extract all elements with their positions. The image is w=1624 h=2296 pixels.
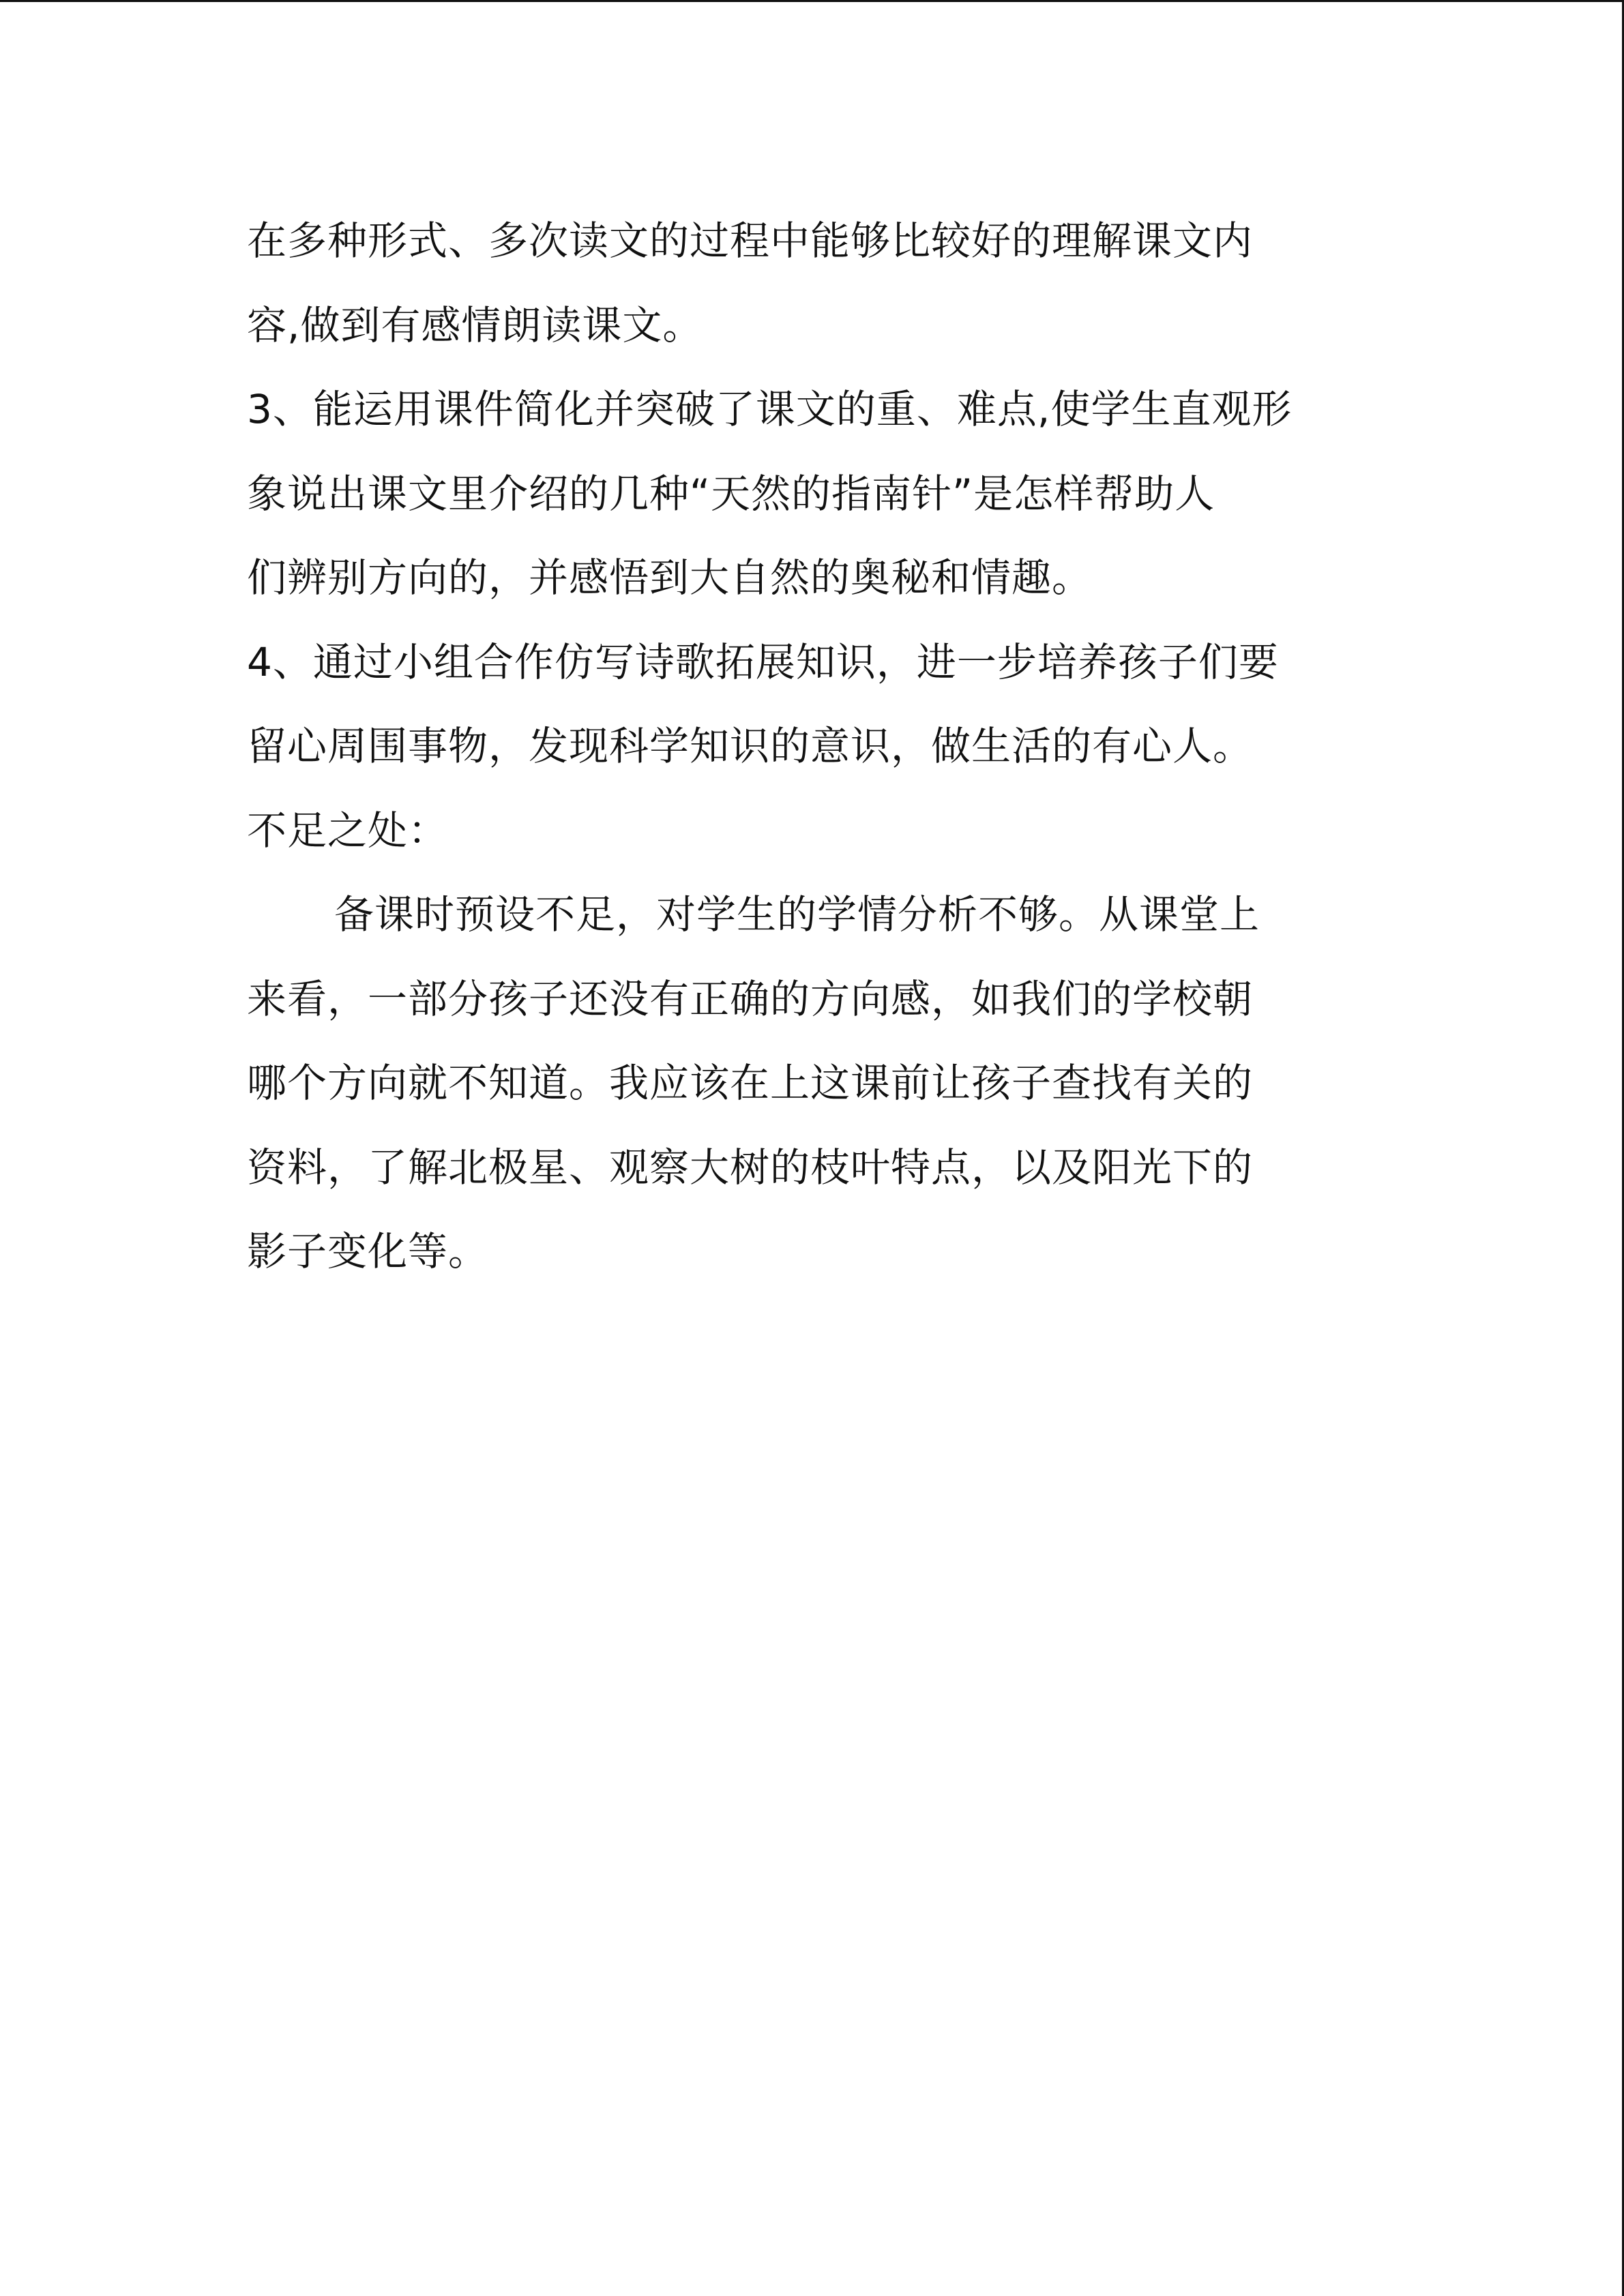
section-heading: 不足之处： — [247, 807, 449, 854]
text-line: 3、能运用课件简化并突破了课文的重、难点,使学生直观形 — [247, 386, 1293, 432]
text-line: 来看，一部分孩子还没有正确的方向感，如我们的学校朝 — [247, 975, 1254, 1022]
text-line: 们辨别方向的，并感悟到大自然的奥秘和情趣。 — [247, 554, 1093, 601]
text-line: 象说出课文里介绍的几种“天然的指南针”是怎样帮助人 — [247, 470, 1215, 517]
text-line: 影子变化等。 — [247, 1228, 489, 1274]
text-line: 留心周围事物，发现科学知识的意识，做生活的有心人。 — [247, 723, 1254, 769]
text-line: 备课时预设不足，对学生的学情分析不够。从课堂上 — [334, 891, 1260, 938]
text-line: 4、通过小组合作仿写诗歌拓展知识，进一步培养孩子们要 — [247, 638, 1279, 685]
text-line: 容,做到有感情朗读课文。 — [247, 301, 703, 348]
text-line: 哪个方向就不知道。我应该在上这课前让孩子查找有关的 — [247, 1060, 1254, 1106]
document-body — [247, 199, 1379, 1294]
text-line: 资料，了解北极星、观察大树的枝叶特点，以及阳光下的 — [247, 1144, 1254, 1191]
text-line: 在多种形式、多次读文的过程中能够比较好的理解课文内 — [247, 218, 1254, 264]
